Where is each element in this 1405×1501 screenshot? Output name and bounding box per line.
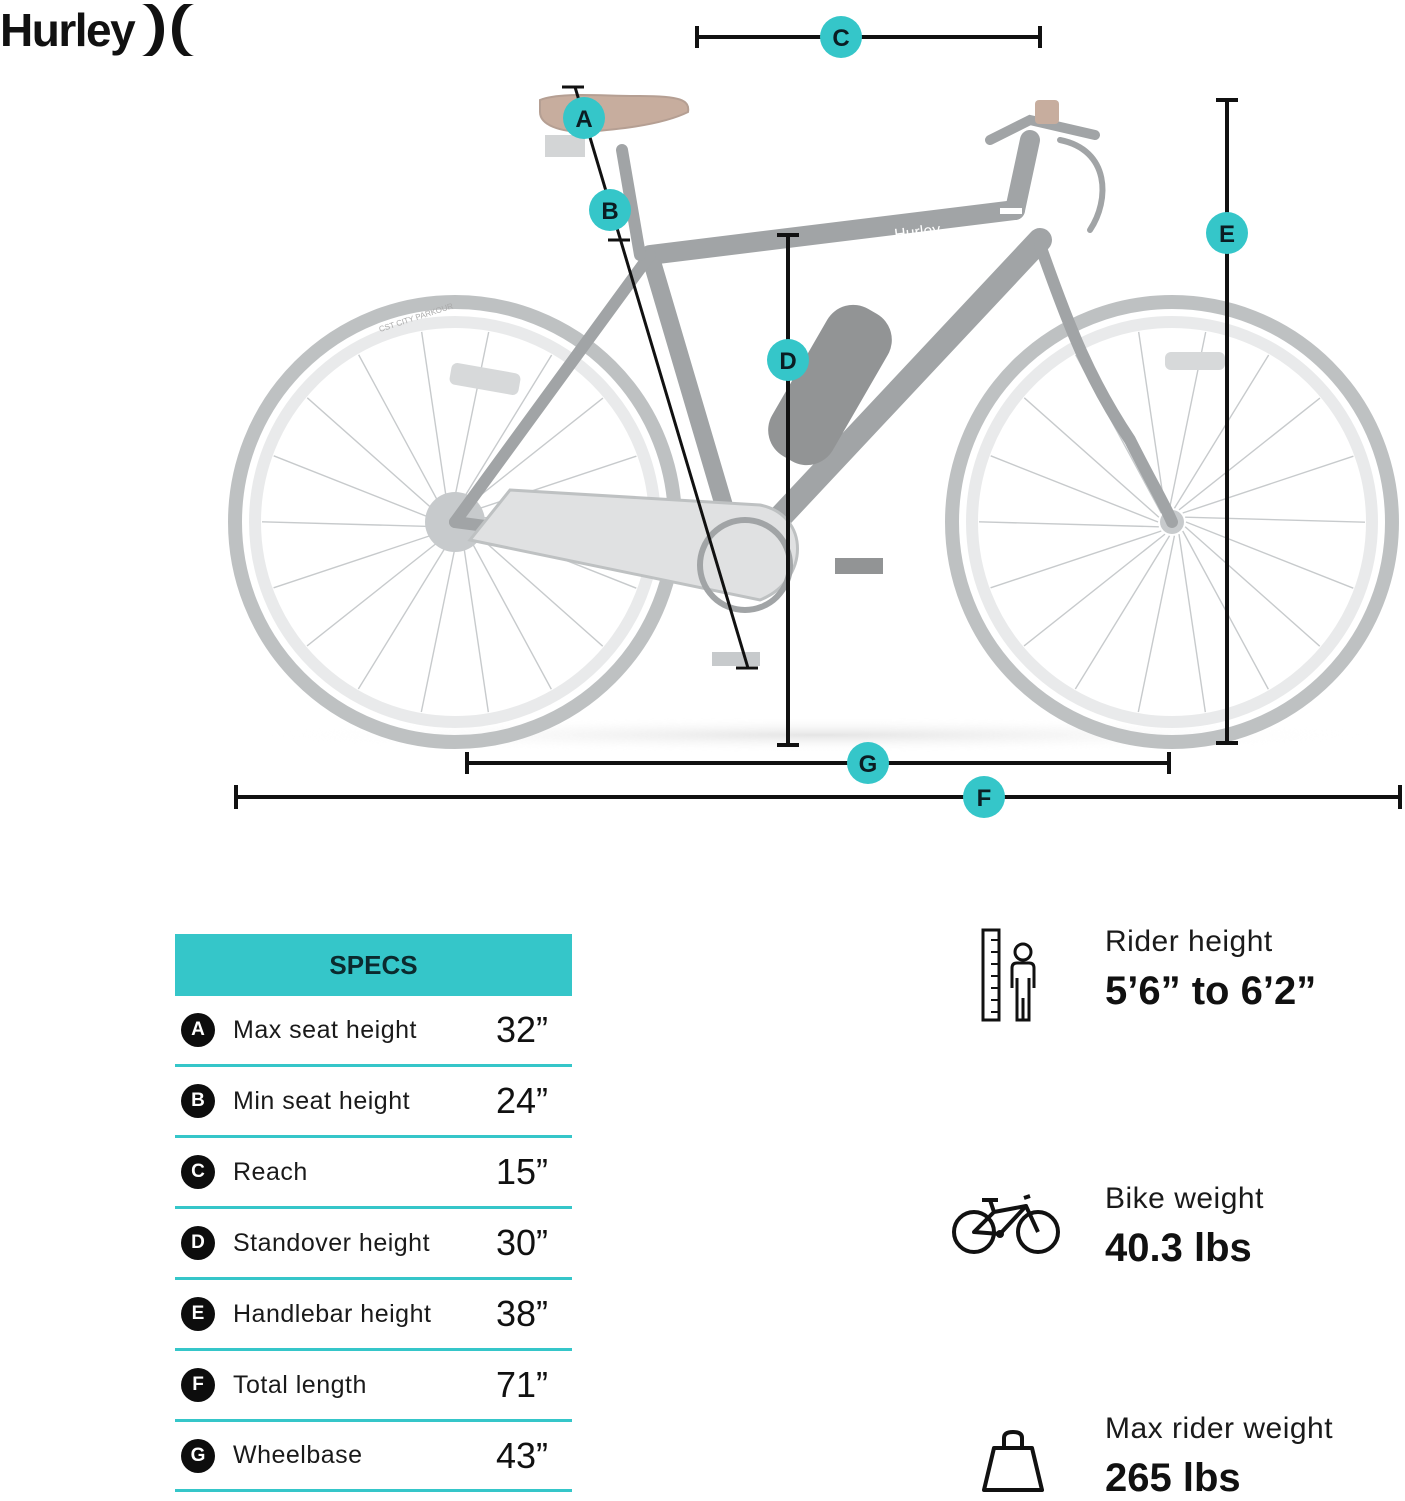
spoke	[358, 536, 452, 689]
spec-value: 30”	[495, 1222, 548, 1263]
weight-icon	[980, 1428, 1046, 1496]
spoke	[1183, 456, 1354, 513]
spec-row-handlebar-height	[175, 1280, 572, 1351]
spoke	[1138, 536, 1174, 712]
spoke	[991, 531, 1162, 588]
spec-badge: A	[181, 1013, 215, 1047]
rider-height-block	[1105, 925, 1316, 1014]
spec-label: Standover height	[233, 1228, 431, 1257]
spec-badge: C	[181, 1155, 215, 1189]
spec-row-total-length	[175, 1351, 572, 1422]
marker-g	[847, 742, 889, 784]
spoke	[979, 522, 1159, 527]
spec-badge: B	[181, 1084, 215, 1118]
spec-label: Reach	[233, 1157, 308, 1186]
svg-text:A: A	[575, 106, 593, 133]
bicycle-icon	[950, 1190, 1062, 1256]
marker-d	[767, 339, 809, 381]
spoke	[1186, 522, 1353, 588]
spoke	[274, 531, 445, 588]
spoke	[359, 355, 445, 513]
spec-value: 38”	[495, 1293, 548, 1334]
marker-e	[1206, 212, 1248, 254]
info-value: 5’6” to 6’2”	[1105, 969, 1317, 1013]
svg-text:C: C	[832, 25, 850, 52]
svg-text:B: B	[601, 198, 619, 225]
svg-text:E: E	[1218, 221, 1236, 248]
specs-table	[175, 934, 572, 1492]
info-value: 40.3 lbs	[1105, 1226, 1252, 1270]
bike-weight-block	[1105, 1182, 1264, 1271]
tire-text: CST CITY PARKOUR	[377, 301, 455, 334]
spoke	[991, 456, 1158, 522]
spoke	[307, 534, 448, 646]
spoke	[307, 398, 442, 517]
spoke	[1185, 527, 1320, 646]
max-rider-weight-block	[1105, 1412, 1333, 1501]
marker-c	[820, 16, 862, 58]
spec-label: Total length	[233, 1370, 367, 1399]
spec-row-wheelbase	[175, 1422, 572, 1492]
spoke	[262, 522, 442, 527]
spec-label: Min seat height	[233, 1086, 411, 1115]
spec-label: Max seat height	[233, 1015, 417, 1044]
spoke	[1179, 534, 1205, 712]
svg-text:D: D	[779, 348, 797, 375]
spoke	[1075, 536, 1169, 689]
spec-value: 43”	[495, 1434, 548, 1476]
spec-row-max-seat-height	[175, 996, 572, 1067]
spoke	[421, 536, 457, 712]
svg-text:G: G	[858, 751, 878, 778]
spec-value: 15”	[495, 1151, 548, 1192]
spec-value: 32”	[495, 1009, 548, 1050]
spec-badge: G	[181, 1439, 215, 1473]
info-label: Max rider weight	[1105, 1412, 1334, 1445]
spoke	[462, 534, 488, 712]
specs-title: SPECS	[175, 934, 572, 996]
spoke	[274, 456, 441, 522]
spoke	[1024, 534, 1165, 646]
marker-a	[563, 97, 605, 139]
spec-label: Handlebar height	[233, 1299, 432, 1328]
info-value: 265 lbs	[1105, 1456, 1241, 1500]
spec-value: 24”	[495, 1080, 548, 1121]
spoke	[1174, 355, 1268, 508]
spec-row-reach	[175, 1138, 572, 1209]
spoke	[1185, 517, 1365, 522]
info-label: Rider height	[1105, 925, 1273, 958]
spec-row-standover-height	[175, 1209, 572, 1280]
svg-text:F: F	[976, 785, 992, 812]
frame-text: Hurley	[893, 221, 942, 244]
spec-label: Wheelbase	[233, 1441, 363, 1469]
rider-height-icon	[980, 928, 1042, 1023]
spec-badge: D	[181, 1226, 215, 1260]
spec-badge: F	[181, 1368, 215, 1402]
bike-illustration	[235, 95, 1392, 753]
spec-row-min-seat-height	[175, 1067, 572, 1138]
spec-badge: E	[181, 1297, 215, 1331]
marker-f	[963, 776, 1005, 818]
spoke	[1179, 398, 1320, 510]
marker-b	[589, 189, 631, 231]
brand-name: Hurley	[0, 4, 135, 56]
spoke	[422, 332, 448, 510]
spec-value: 71”	[495, 1364, 548, 1405]
info-label: Bike weight	[1105, 1182, 1264, 1215]
